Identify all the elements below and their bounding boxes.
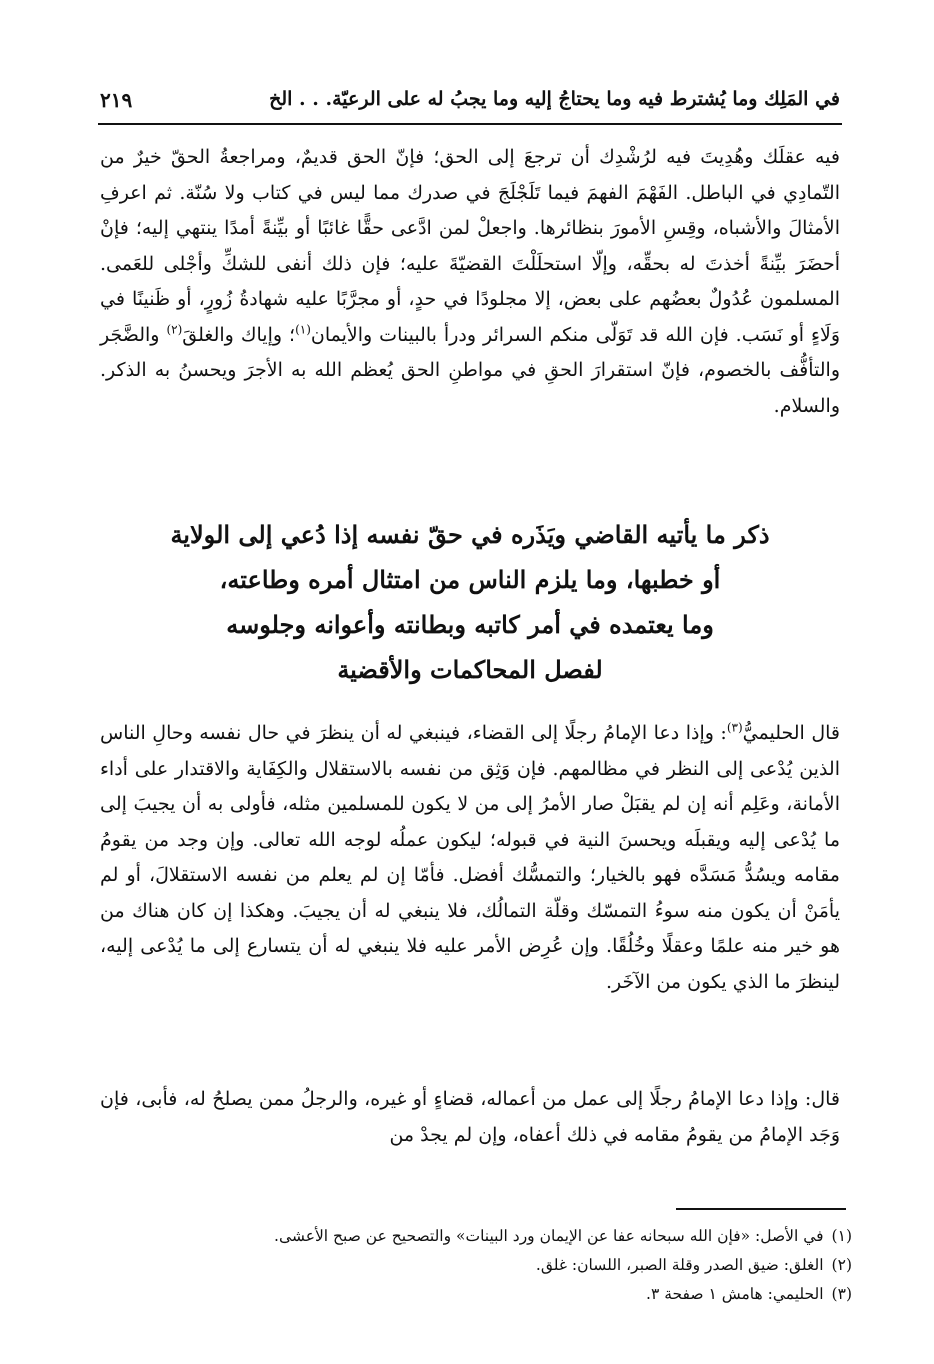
heading-line-3: وما يعتمده في أمر كاتبه وبطانته وأعوانه وجلوسه bbox=[226, 610, 714, 639]
page-number: ٢١٩ bbox=[100, 88, 133, 112]
paragraph-text-part: والضَّجَر والتأفُّف بالخصوم، فإنّ استقرارَ الحقِ في مواطنِ الحق يُعظم الله به الأجرَ ويحسنُ به الذكر. والسلام. bbox=[100, 323, 840, 417]
section-heading bbox=[100, 512, 840, 692]
footnote-text: الغلق: ضيق الصدر وقلة الصبر، اللسان: غلق. bbox=[535, 1256, 824, 1274]
paragraph-text-part: : وإذا دعا الإمامُ رجلًا إلى القضاء، فينبغي له أن ينظرَ في حال نفسه وحالِ الناس الذين يُدْعى إلى النظر في مظالمهم. فإن وَثِق من نفسه بالاستقلال والكِفَاية والاقتدار على أداء الأمانة، وعَلِم أنه إن لم يقبَلْ صار الأمرُ إلى من لا يكون للمسلمين مثله، فأولى به أن يجيبَ إلى ما يُدْعى إليه ويقبلَه ويحسنَ النية في قبوله؛ ليكون عملُه لوجه الله تعالى. وإن وجد من يقومُ مقامه ويسُدُّ مَسَدَّه فهو بالخيار؛ والتمسُّك أفضل. فأمّا إن لم يعلم من نفسه الاستقلالَ، أو لم يأمَنْ أن يكون منه سوءُ التمسّك وقلّة التمالُك، فلا ينبغي له أن يجيبَ. وهكذا إن كان هناك من هو خير منه علمًا وعقلًا وخُلُقًا. وإن عُرِض الأمر عليه فلا ينبغي له أن يتسارع إلى ما يُدْعى إليه، لينظرَ ما الذي يكون من الآخَر. bbox=[100, 722, 840, 993]
paragraph-letter-ending bbox=[100, 140, 840, 424]
heading-line-1: ذكر ما يأتيه القاضي ويَذَره في حقّ نفسه إذا دُعي إلى الولاية bbox=[170, 520, 770, 549]
paragraph-text bbox=[100, 716, 840, 1000]
heading-line-4: لفصل المحاكمات والأقضية bbox=[337, 655, 603, 684]
paragraph-text-part: فيه عقلَك وهُدِيتَ فيه لرُشْدِك أن ترجعَ إلى الحق؛ فإنّ الحق قديمٌ، ومراجعةُ الحقّ خيرٌ من التّمادِي في الباطل. الفَهْمَ الفهمَ فيما تَلَجْلَجَ في صدرك مما ليس في كتاب ولا سُنّة. ثم اعرفِ الأمثالَ والأشباه، وقِسِ الأمورَ بنظائرها. واجعلْ لمن ادَّعى حقًّا غائبًا أو بيِّنةً أمدًا ينتهي إليه؛ فإنْ أحضَرَ بيِّنةً أخذتَ له بحقِّه، وإلّا استحلَلْتَ القضيّةَ عليه؛ فإن ذلك أنفى للشكِّ وأجْلى للعَمى. المسلمون عُدُولٌ بعضُهم على بعض، إلا مجلودًا في حدٍ، أو مجرَّبًا عليه شهادةُ زُورٍ، أو ظَنينًا في وَلَاءٍ أو نَسَب. فإن الله قد تَوَلّى منكم السرائر ودرأ بالبينات والأيمان bbox=[100, 146, 840, 346]
paragraph-text-part: ؛ وإياك والغلقَ bbox=[182, 323, 296, 346]
paragraph-halimi bbox=[100, 716, 840, 1000]
footnote-item bbox=[100, 1251, 852, 1280]
footnote-ref-1: (١) bbox=[295, 322, 311, 337]
footnote-text: الحليمي: هامش ١ صفحة ٣. bbox=[646, 1285, 824, 1303]
footnote-number: (٣) bbox=[831, 1285, 852, 1303]
running-title: في المَلِك وما يُشترط فيه وما يحتاجُ إليه وما يجبُ له على الرعيّة. . . الخ bbox=[269, 88, 840, 110]
paragraph-lead: قال الحليميُّ bbox=[742, 722, 840, 744]
footnotes bbox=[100, 1222, 852, 1309]
footnote-rule bbox=[676, 1208, 846, 1210]
footnote-ref-2: (٢) bbox=[166, 322, 183, 337]
paragraph-text: قال: وإذا دعا الإمامُ رجلًا إلى عمل من أعماله، قضاءٍ أو غيره، والرجلُ ممن يصلحُ له، فأبى، فإن وَجَد الإمامُ من يقومُ مقامه في ذلك أعفاه، وإن لم يجدْ من bbox=[100, 1088, 840, 1146]
paragraph-text bbox=[100, 140, 840, 424]
footnote-number: (١) bbox=[831, 1227, 852, 1245]
footnote-text: في الأصل: «فإن الله سبحانه عفا عن الإيمان ورد البينات» والتصحيح عن صبح الأعشى. bbox=[274, 1227, 824, 1245]
footnote-ref-3: (٣) bbox=[726, 720, 743, 735]
footnote-item bbox=[100, 1280, 852, 1309]
heading-line-2: أو خطبها، وما يلزم الناس من امتثال أمره وطاعته، bbox=[219, 565, 721, 594]
footnote-item bbox=[100, 1222, 852, 1251]
running-header bbox=[100, 86, 840, 122]
paragraph-continuation bbox=[100, 1082, 840, 1153]
header-rule bbox=[98, 123, 842, 125]
footnote-number: (٢) bbox=[831, 1256, 852, 1274]
